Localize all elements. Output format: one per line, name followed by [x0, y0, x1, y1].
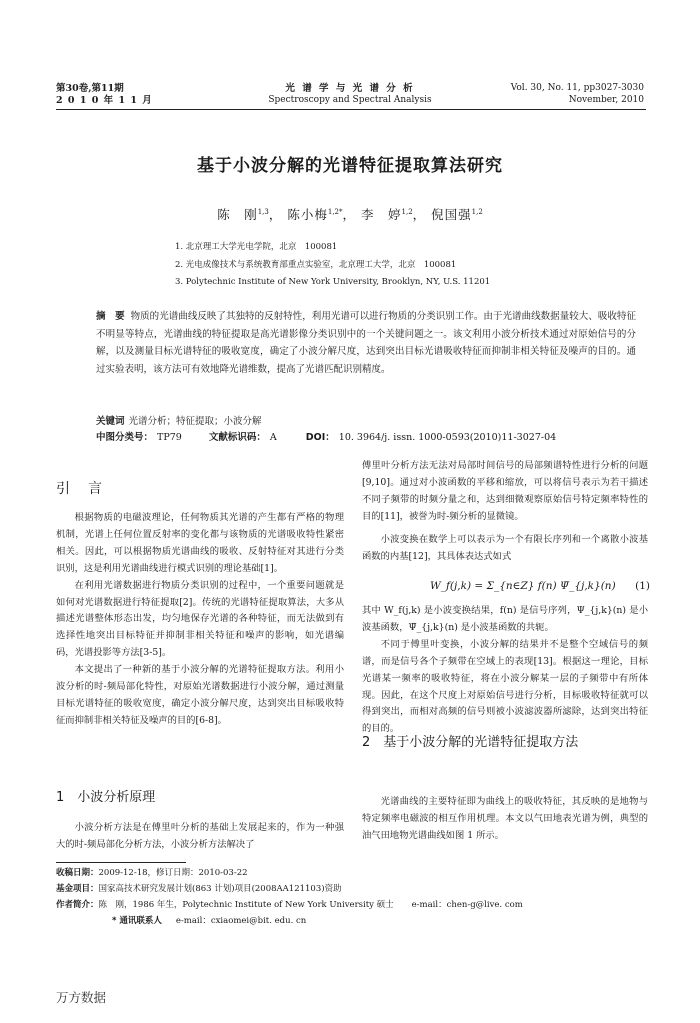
footnote-correspondence — [112, 914, 306, 929]
footnote-value: 2009-12-18，修订日期：2010-03-22 — [98, 868, 248, 878]
author-affiliation-mark: 1,2 — [471, 207, 483, 216]
paragraph: 小波变换在数学上可以表示为一个有限长序列和一个离散小波基函数的内基[12]，其具体表达式如式 — [362, 533, 648, 562]
section-2-text — [362, 794, 648, 845]
keywords — [96, 414, 262, 430]
affiliation-3: 3. Polytechnic Institute of New York University, Brooklyn, NY, U.S. 11201 — [175, 277, 491, 287]
paragraph: 其中 W_f(j,k) 是小波变换结果，f(n) 是信号序列，Ψ_{j,k}(n) 是小波基函数，Ψ̄_{j,k}(n) 是小波基函数的共轭。 — [362, 605, 648, 633]
footnote-value: 国家高技术研究发展计划(863 计划)项目(2008AA121103)资助 — [98, 884, 342, 894]
paragraph: 光谱曲线的主要特征即为曲线上的吸收特征，其反映的是地物与特定频率电磁波的相互作用机理。本文以气田地表光谱为例，典型的油气田地物光谱曲线如图 1 所示。 — [362, 796, 648, 841]
author-list — [0, 205, 700, 223]
watermark-text: 万方数据 — [56, 990, 107, 1005]
footnote-label: 收稿日期： — [56, 868, 99, 878]
footnote-received — [56, 866, 248, 881]
paper-title: 基于小波分解的光谱特征提取算法研究 — [197, 156, 503, 176]
abstract-label: 摘 要 — [96, 311, 125, 322]
footnote-value: 陈 刚，1986 年生，Polytechnic Institute of New York University 硕士 — [98, 900, 394, 910]
footnote-fund — [56, 882, 342, 897]
section-1-heading: 1 小波分析原理 — [56, 790, 156, 805]
keywords-text: 光谱分析；特征提取；小波分解 — [128, 416, 262, 427]
header-journal-cn: 光 谱 学 与 光 谱 分 析 — [285, 83, 415, 94]
affiliation-2: 2. 光电成像技术与系统教育部重点实验室，北京理工大学，北京 100081 — [175, 260, 457, 270]
equation-1 — [430, 580, 650, 592]
header-date-en: November, 2010 — [568, 95, 644, 105]
section-2-heading: 2 基于小波分解的光谱特征提取方法 — [362, 735, 579, 750]
author-name: 李 婷 — [361, 207, 402, 222]
paragraph: 在利用光谱数据进行物质分类识别的过程中，一个重要问题就是如何对光谱数据进行特征提取[2]。传统的光谱特征提取算法，大多从描述光谱整体形态出发，均匀地保存光谱的各种特征，而无法做到有选择性地突出目标特征并抑制非相关特征和噪声的影响，如光谱编码，光谱投影等方法[3-5]。 — [56, 579, 344, 659]
header-volume-en: Vol. 30, No. 11, pp3027-3030 — [510, 83, 644, 93]
header-date: 2 0 1 0 年 1 1 月 — [56, 95, 153, 106]
footnote-label: * 通讯联系人 — [112, 916, 162, 926]
keywords-label: 关键词 — [96, 416, 125, 427]
doc-code-label: 文献标识码： — [208, 432, 266, 443]
right-column-text — [362, 458, 648, 565]
author-name: 陈小梅 — [287, 207, 328, 222]
classification-label: 中图分类号： — [96, 432, 154, 443]
author-name: 倪国强 — [431, 207, 472, 222]
paragraph: 傅里叶分析方法无法对局部时间信号的局部频谱特性进行分析的问题[9,10]。通过对小波函数的平移和缩放，可以将信号表示为若干描述不同子频带的时频分量之和，达到细微观察原始信号特定频率特性的目的[11]，被誉为时-频分析的显微镜。 — [362, 460, 648, 522]
abstract-text: 物质的光谱曲线反映了其独特的反射特性，利用光谱可以进行物质的分类识别工作。由于光谱曲线数据量较大、吸收特征不明显等特点，光谱曲线的特征提取是高光谱影像分类识别中的一个关键问题之一。该文利用小波分析技术通过对原始信号的分解，以及测量目标光谱特征的吸收宽度，确定了小波分解尺度，达到突出目标光谱吸收特征而抑制非相关特征及噪声的目的。通过实验表明，该方法可有效地降光谱维数，提高了光谱匹配识别精度。 — [96, 311, 636, 375]
abstract — [96, 308, 636, 378]
intro-heading: 引 言 — [56, 481, 104, 497]
doi-value: 10. 3964/j. issn. 1000-0593(2010)11-3027-04 — [338, 432, 557, 443]
paragraph: 不同于傅里叶变换，小波分解的结果并不是整个空域信号的频谱，而是信号各个子频带在空域上的表现[13]。根据这一理论，目标光谱某一频率的吸收特征，将在小波分解某一层的子频带中有所体现。因此，在这个尺度上对原始信号进行分析，目标吸收特征就可以得到突出，而相对高频的信号则被小波滤波器所滤除，达到突出特征的目的。 — [362, 638, 648, 735]
header-journal-en: Spectroscopy and Spectral Analysis — [268, 95, 432, 105]
equation-number: (1) — [635, 580, 650, 592]
classification-value: TP79 — [157, 432, 182, 443]
paragraph: 小波分析方法是在傅里叶分析的基础上发展起来的，作为一种强大的时-频局部化分析方法，小波分析方法解决了 — [56, 822, 344, 850]
affiliation-1: 1. 北京理工大学光电学院，北京 100081 — [175, 242, 338, 252]
footnote-email: e-mail：chen-g@live. com — [411, 900, 523, 910]
footnote-label: 作者简介： — [56, 900, 99, 910]
doc-code-value: A — [269, 432, 277, 443]
header-volume: 第30卷,第11期 — [56, 83, 124, 94]
section-1-text — [56, 820, 344, 854]
paragraph: 根据物质的电磁波理论，任何物质其光谱的产生都有严格的物理机制，光谱上任何位置反射率的变化都与该物质的光谱吸收特性紧密相关。因此，可以根据物质光谱曲线的吸收、反射特征对其进行分类识别，这是利用光谱曲线进行模式识别的理论基础[1]。 — [56, 512, 344, 574]
author-separator: ， — [412, 207, 427, 222]
equation-body: W_f(j,k) = Σ_{n∈Z} f(n) Ψ̄_{j,k}(n) — [430, 580, 616, 592]
footnote-email: e-mail：cxiaomei@bit. edu. cn — [175, 916, 307, 926]
author-affiliation-mark: 1,2* — [327, 207, 343, 216]
author-separator: ， — [342, 207, 357, 222]
footnote-rule — [56, 862, 186, 863]
doi-label: DOI： — [305, 432, 335, 443]
author-separator: ， — [268, 207, 283, 222]
header-rule — [56, 109, 646, 110]
paragraph: 本文提出了一种新的基于小波分解的光谱特征提取方法。利用小波分析的时-频局部化特性，对原始光谱数据进行小波分解，通过测量目标光谱特征的吸收宽度，确定小波分解尺度，达到突出目标吸收特征而抑制非相关特征及噪声的目的[6-8]。 — [56, 664, 344, 726]
right-column-text-2 — [362, 603, 648, 738]
footnote-bio — [56, 898, 523, 913]
author-name: 陈 刚 — [217, 207, 258, 222]
left-column-text — [56, 510, 344, 730]
classification-line — [96, 430, 556, 446]
author-affiliation-mark: 1,3 — [257, 207, 269, 216]
author-affiliation-mark: 1,2 — [401, 207, 413, 216]
footnote-label: 基金项目： — [56, 884, 99, 894]
